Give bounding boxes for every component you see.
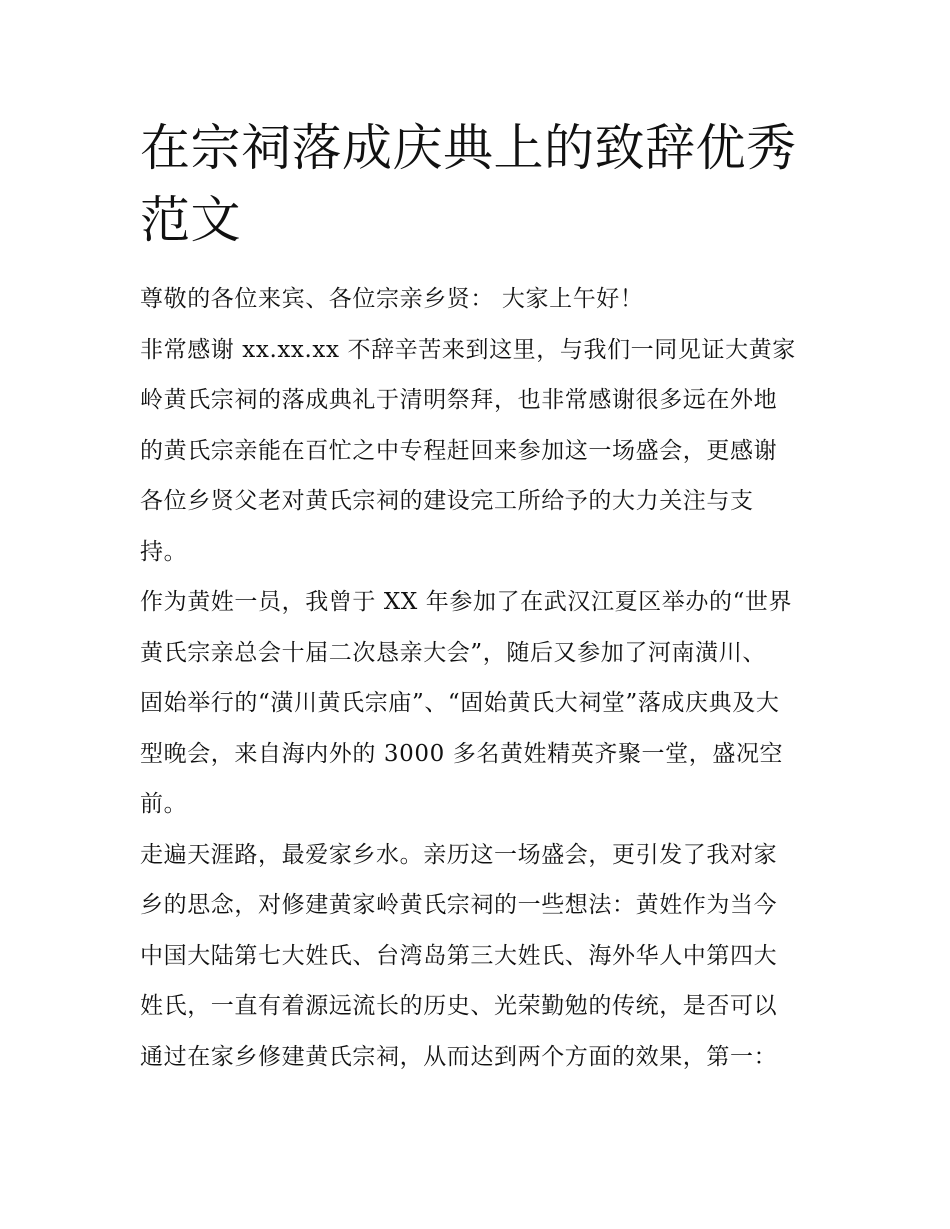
text-line: 走遍天涯路，最爱家乡水。亲历这一场盛会，更引发了我对家: [140, 841, 778, 868]
greeting-paragraph: [140, 274, 820, 325]
document-title: [140, 112, 820, 256]
text-line: 尊敬的各位来宾、各位宗亲乡贤： 大家上午好！: [140, 286, 644, 312]
text-line: 中国大陆第七大姓氏、台湾岛第三大姓氏、海外华人中第四大: [140, 942, 778, 969]
text-line: 作为黄姓一员，我曾于 XX 年参加了在武汉江夏区举办的“世界: [140, 589, 793, 615]
text-line: 乡的思念，对修建黄家岭黄氏宗祠的一些想法：黄姓作为当今: [140, 892, 778, 918]
title-line: 在宗祠落成庆典上的致辞优秀: [140, 119, 797, 177]
text-line: 固始举行的“潢川黄氏宗庙”、“固始黄氏大祠堂”落成庆典及大: [140, 690, 780, 716]
experience-paragraph: [140, 577, 820, 830]
text-line: 非常感谢 xx.xx.xx 不辞辛苦来到这里，与我们一同见证大黄家: [140, 336, 796, 363]
text-line: 姓氏，一直有着源远流长的历史、光荣勤勉的传统，是否可以: [140, 993, 778, 1019]
document-body: [140, 112, 820, 1082]
thanks-paragraph: [140, 325, 820, 578]
text-line: 持。: [140, 538, 188, 565]
text-line: 的黄氏宗亲能在百忙之中专程赶回来参加这一场盛会，更感谢: [140, 437, 778, 464]
text-line: 岭黄氏宗祠的落成典礼于清明祭拜，也非常感谢很多远在外地: [140, 387, 778, 413]
text-line: 型晚会，来自海内外的 3000 多名黄姓精英齐聚一堂，盛况空: [140, 740, 784, 767]
text-line: 黄氏宗亲总会十届二次恳亲大会”，随后又参加了河南潢川、: [140, 639, 766, 666]
text-line: 通过在家乡修建黄氏宗祠，从而达到两个方面的效果，第一：: [140, 1043, 778, 1070]
title-line: 范文: [140, 191, 241, 249]
text-line: 前。: [140, 791, 188, 817]
hometown-paragraph: [140, 830, 820, 1083]
text-line: 各位乡贤父老对黄氏宗祠的建设完工所给予的大力关注与支: [140, 488, 754, 514]
